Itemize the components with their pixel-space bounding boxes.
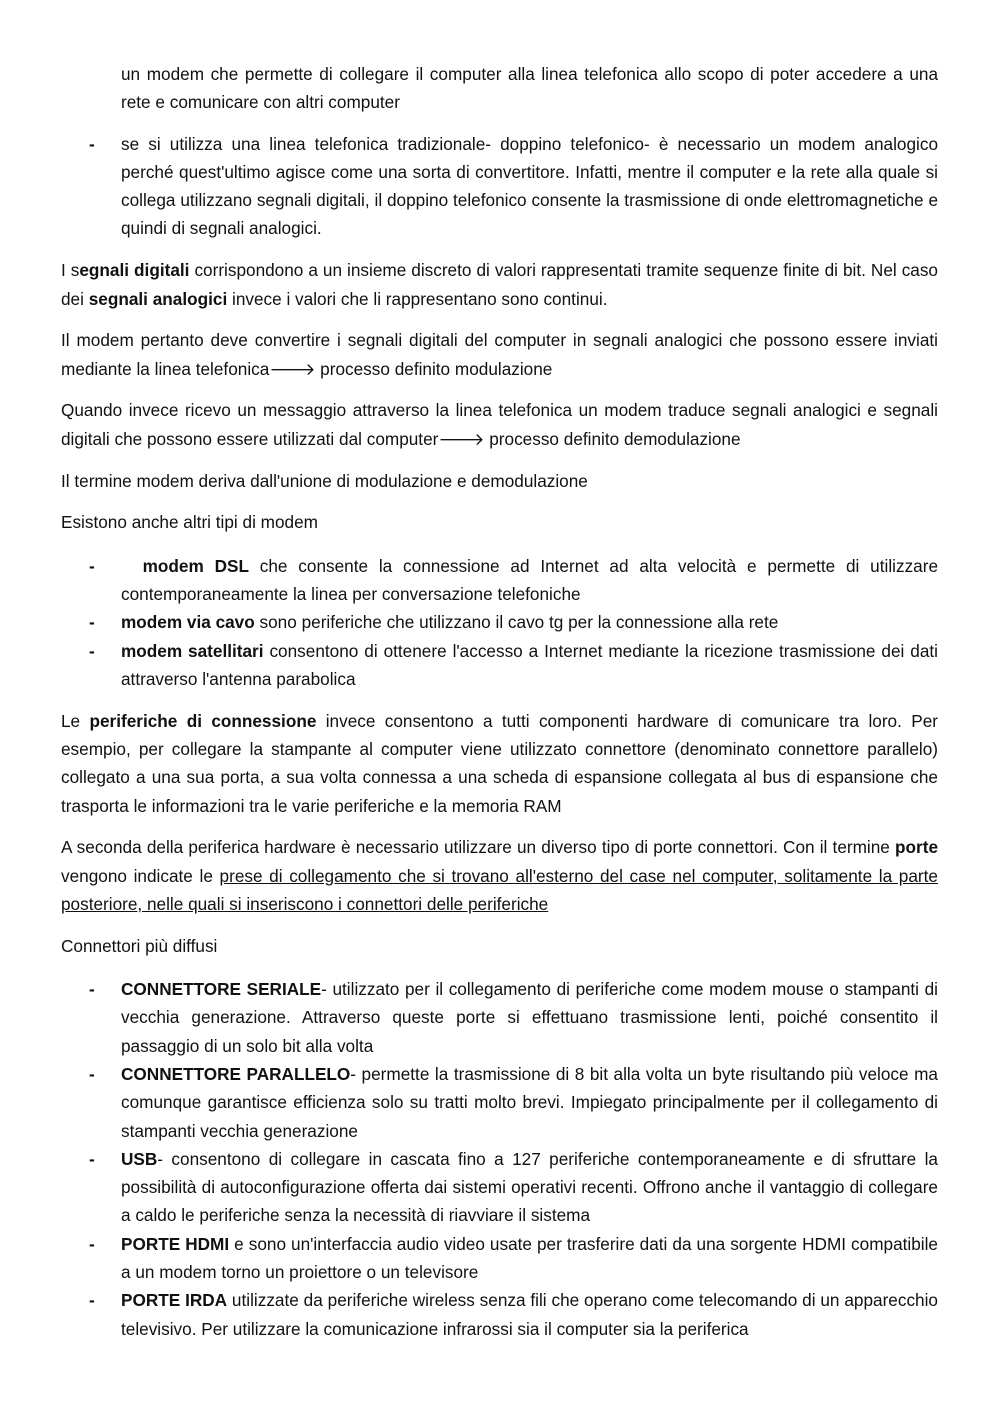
- list-dash: -: [89, 555, 95, 576]
- paragraph-modulazione: [61, 326, 938, 383]
- text-run: processo definito demodulazione: [484, 428, 741, 449]
- list-item-text: - utilizzato per il collegamento di periferiche come modem mouse o stampanti di vecchia generazione. Attraverso queste porte si effettuano trasmissione lenti, poiché consentito il passaggio di un solo bit alla volta: [121, 979, 938, 1056]
- list-item: [61, 975, 938, 1060]
- list-item: [61, 1060, 938, 1145]
- list-dash: -: [89, 979, 95, 1000]
- text-run: corrispondono a un insieme discreto di valori rappresentati tramite sequenze finite di bit. Nel caso dei: [61, 260, 938, 309]
- arrow-right-icon: 🡒: [269, 358, 316, 379]
- paragraph-segnali: [61, 256, 938, 313]
- connectors-list: [61, 975, 938, 1343]
- list-dash: -: [89, 1148, 95, 1169]
- list-item-text: e sono un'interfaccia audio video usate per trasferire dati da una sorgente HDMI compatibile a un modem torno un proiettore o un televisore: [121, 1233, 938, 1282]
- underlined-text: prese di collegamento che si trovano all'esterno del case nel computer, solitamente la parte posteriore, nelle quali si inseriscono i connettori delle periferiche: [61, 865, 938, 914]
- bold-term: segnali analogici: [88, 288, 228, 309]
- list-dash: -: [89, 1233, 95, 1254]
- paragraph-demodulazione: [61, 396, 938, 453]
- intro-list: [61, 130, 938, 243]
- bold-term: modem via cavo: [121, 612, 255, 633]
- list-dash: -: [89, 1290, 95, 1311]
- list-item: [61, 637, 938, 694]
- document-body: [61, 60, 938, 1356]
- bold-term: porte: [895, 837, 938, 858]
- bold-term: USB: [121, 1148, 158, 1169]
- list-item-text: - consentono di collegare in cascata fino a 127 periferiche contemporaneamente e di sfruttare la possibilità di autoconfigurazione offerta dai sistemi operativi recenti. Offrono anche il vantaggio di collegare a caldo le periferiche senza la necessità di riavviare il sistema: [121, 1148, 938, 1226]
- list-item-text: se si utilizza una linea telefonica tradizionale- doppino telefonico- è necessario un modem analogico perché quest'ultimo agisce come una sorta di convertitore. Infatti, mentre il computer e la rete alla quale si collega utilizzano segnali digitali, il doppino telefonico consente la trasmissione di onde elettromagnetiche e quindi di segnali analogici.: [121, 133, 938, 239]
- list-item: [61, 552, 938, 609]
- list-dash: -: [89, 612, 95, 633]
- intro-continuation: un modem che permette di collegare il computer alla linea telefonica allo scopo di poter accedere a una rete e comunicare con altri computer: [121, 64, 938, 113]
- text-run: Il modem pertanto deve convertire i segnali digitali del computer in segnali analogici che possono essere inviati mediante la linea telefonica: [61, 330, 938, 379]
- list-dash: -: [89, 640, 95, 661]
- list-item: [61, 130, 938, 243]
- list-item: [61, 1286, 938, 1343]
- list-item-text: - permette la trasmissione di 8 bit alla volta un byte risultando più veloce ma comunque garantisce efficienza solo su tratti molto brevi. Impiegato principalmente per il collegamento di stampanti vecchia generazione: [121, 1063, 938, 1141]
- list-dash: -: [89, 1063, 95, 1084]
- list-item: [61, 608, 938, 636]
- list-item-text: consentono di ottenere l'accesso a Internet mediante la ricezione trasmissione dei dati attraverso l'antenna parabolica: [121, 640, 938, 689]
- paragraph-termine: Il termine modem deriva dall'unione di modulazione e demodulazione: [61, 470, 588, 491]
- text-run: invece i valori che li rappresentano sono continui.: [227, 288, 608, 309]
- bold-term: modem DSL: [121, 555, 249, 576]
- text-run: vengono indicate le: [61, 865, 220, 886]
- list-dash: -: [89, 133, 95, 154]
- list-item: [61, 1230, 938, 1287]
- bold-term: CONNETTORE SERIALE: [121, 979, 322, 1000]
- text-run: invece consentono a tutti componenti hardware di comunicare tra loro. Per esempio, per collegare la stampante al computer viene utilizzato connettore (denominato connettore parallelo) collegato a una sua porta, a sua volta connessa a una scheda di espansione collegata al bus di espansione che trasporta le informazioni tra le varie periferiche e la memoria RAM: [61, 710, 938, 816]
- bold-term: PORTE IRDA: [121, 1290, 228, 1311]
- bold-term: CONNETTORE PARALLELO: [121, 1063, 351, 1084]
- bold-term: PORTE HDMI: [121, 1233, 230, 1254]
- text-run: A seconda della periferica hardware è necessario utilizzare un diverso tipo di porte connettori. Con il termine: [61, 837, 896, 858]
- text-run: I s: [61, 260, 80, 281]
- text-run: processo definito modulazione: [315, 358, 553, 379]
- paragraph-periferiche: [61, 707, 938, 820]
- paragraph-altri-modem: Esistono anche altri tipi di modem: [61, 512, 318, 533]
- paragraph-connettori: Connettori più diffusi: [61, 935, 218, 956]
- list-item-text: che consente la connessione ad Internet ad alta velocità e permette di utilizzare contemporaneamente la linea per conversazione telefoniche: [121, 555, 938, 604]
- bold-term: egnali digitali: [79, 260, 190, 281]
- arrow-right-icon: 🡒: [438, 428, 485, 449]
- list-item: [61, 1145, 938, 1230]
- bold-term: periferiche di connessione: [89, 710, 317, 731]
- paragraph-porte: [61, 833, 938, 918]
- text-run: Le: [61, 710, 90, 731]
- list-item-text: sono periferiche che utilizzano il cavo tg per la connessione alla rete: [254, 612, 779, 633]
- bold-term: modem satellitari: [121, 640, 264, 661]
- text-run: Quando invece ricevo un messaggio attraverso la linea telefonica un modem traduce segnali analogici e segnali digitali che possono essere utilizzati dal computer: [61, 400, 938, 449]
- modem-types-list: [61, 552, 938, 693]
- list-item-text: utilizzate da periferiche wireless senza fili che operano come telecomando di un apparecchio televisivo. Per utilizzare la comunicazione infrarossi sia il computer sia la periferica: [121, 1290, 938, 1339]
